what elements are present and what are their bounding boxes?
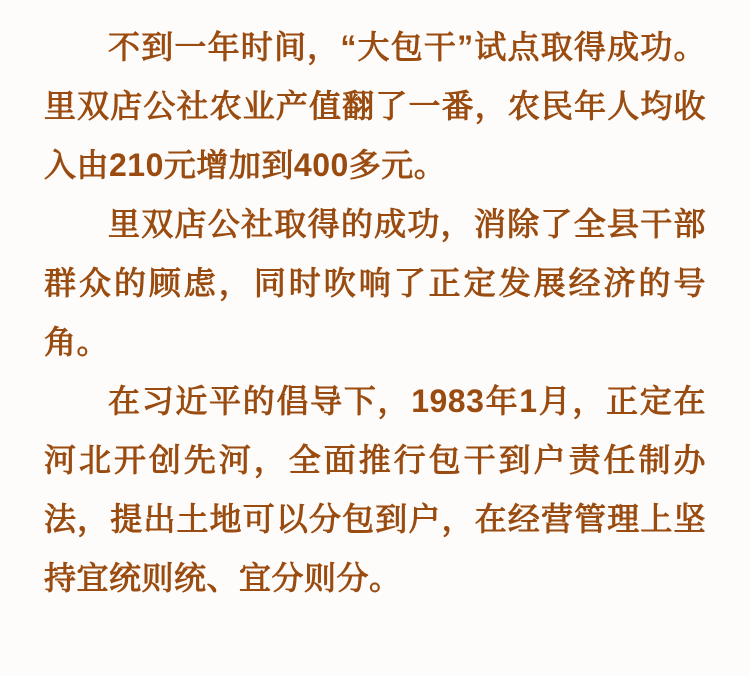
paragraph-1: 不到一年时间，“大包干”试点取得成功。里双店公社农业产值翻了一番，农民年人均收入由210元增加到400多元。 bbox=[44, 29, 706, 183]
paragraph-2: 里双店公社取得的成功，消除了全县干部群众的顾虑，同时吹响了正定发展经济的号角。 bbox=[44, 206, 706, 360]
paragraph-3: 在习近平的倡导下，1983年1月，正定在河北开创先河，全面推行包干到户责任制办法，提出土地可以分包到户，在经营管理上坚持宜统则统、宜分则分。 bbox=[44, 383, 706, 596]
